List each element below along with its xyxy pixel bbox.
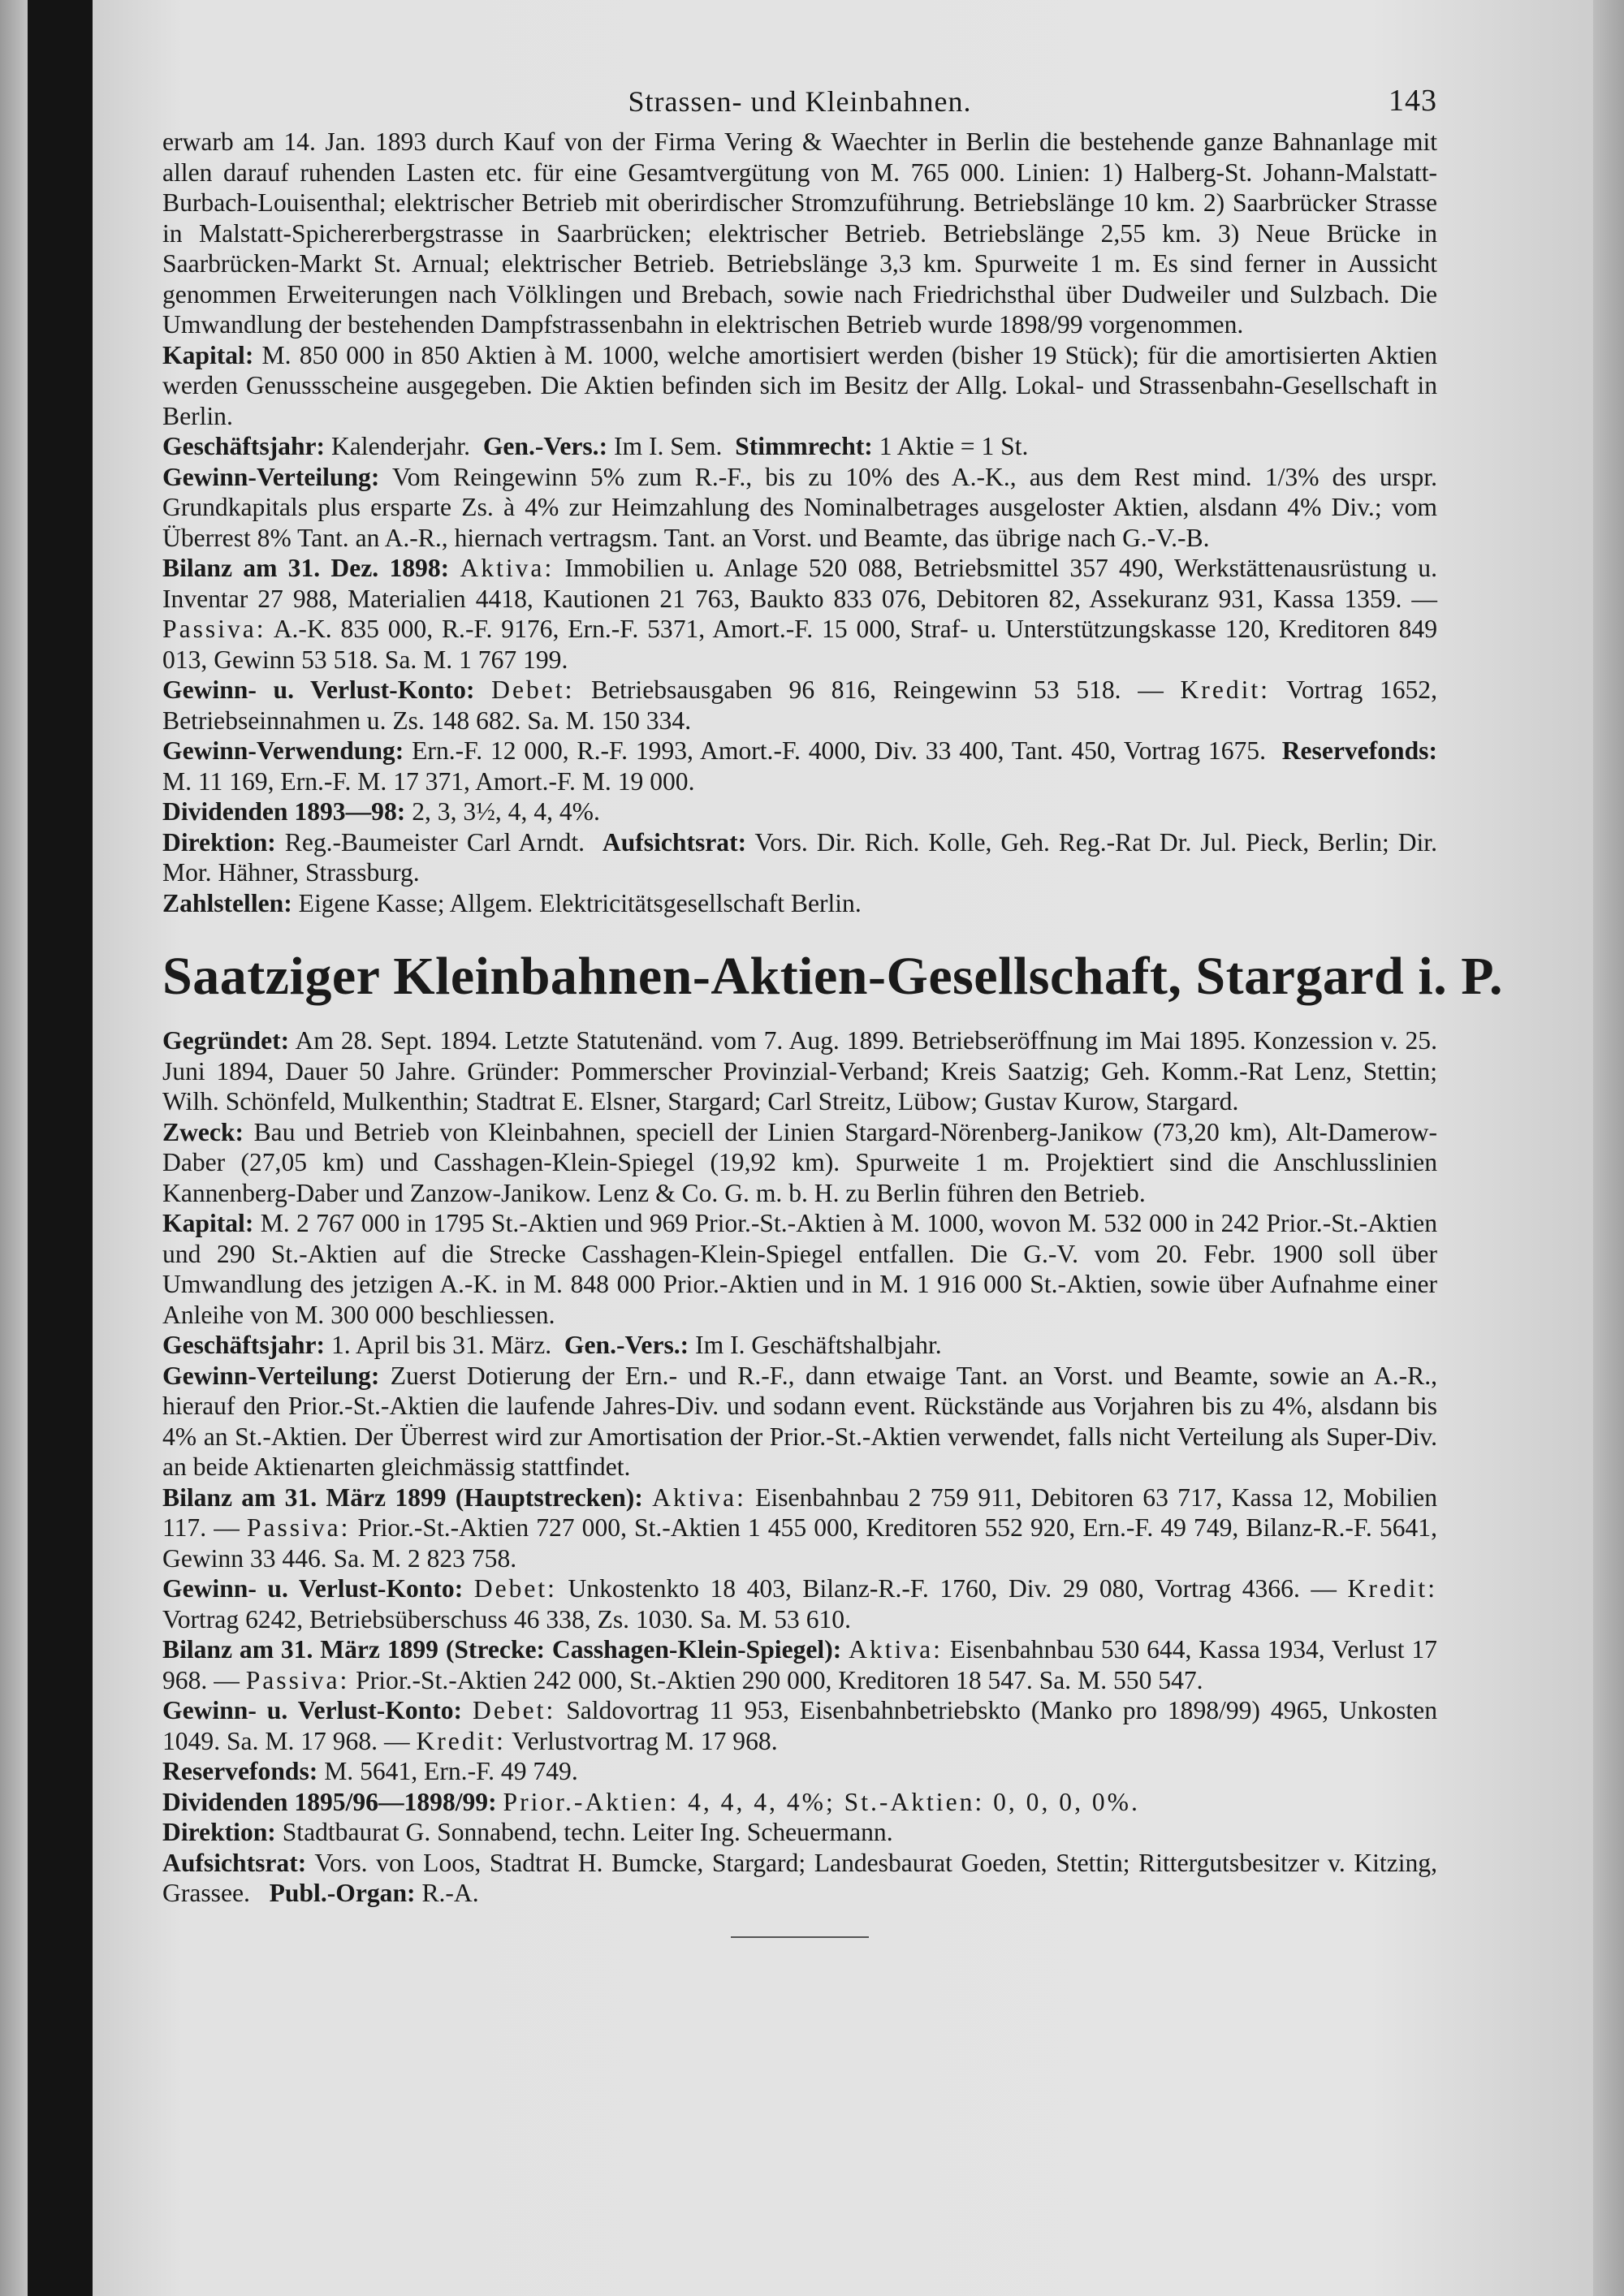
aufsichtsrat-text: Vors. von Loos, Stadtrat H. Bumcke, Stargard; Landesbaurat Goeden, Stettin; Rittergutsbesitzer v. Kitzing, Grassee. [162, 1848, 1438, 1907]
bilanz1-aktiva-text: Eisenbahnbau 2 759 911, Debitoren 63 717, Kassa 12, Mobilien 117. — [162, 1482, 1437, 1542]
entry1-geschaeftsjahr [162, 431, 1437, 462]
gen-vers-text: Im I. Geschäftshalbjahr. [695, 1331, 942, 1359]
label-guv: Gewinn- u. Verlust-Konto: [162, 675, 475, 704]
label-guv: Gewinn- u. Verlust-Konto: [162, 1696, 463, 1724]
end-rule [731, 1936, 869, 1938]
entry2-direktion [162, 1817, 1437, 1848]
label-debet: Debet: [491, 675, 575, 704]
company-title: Saatziger Kleinbahnen-Aktien-Gesellschaft, Stargard i. P. [162, 947, 1503, 1006]
entry1-gewinn-verteilung [162, 462, 1437, 554]
entry1-direktion [162, 827, 1437, 888]
entry1-guv [162, 675, 1437, 736]
label-kredit: Kredit: [416, 1726, 506, 1755]
guv-debet-text: Betriebsausgaben 96 816, Reingewinn 53 518. — [591, 675, 1164, 704]
label-debet: Debet: [473, 1696, 556, 1724]
label-aktiva: Aktiva: [652, 1482, 746, 1512]
guv2-debet-text: Saldovortrag 11 953, Eisenbahnbetriebskto (Manko pro 1898/99) 4965, Unkosten 1049. Sa. M. 17 968. — [162, 1696, 1437, 1755]
publ-organ-text: R.-A. [421, 1879, 479, 1907]
label-reservefonds: Reservefonds: [162, 1757, 318, 1785]
kapital-text: M. 850 000 in 850 Aktien à M. 1000, welche amortisiert werden (bisher 19 Stück); für die amortisierten Aktien werden Genussscheine ausgegeben. Die Aktien befinden sich im Besitz der Allg. Lokal- und Strassenbahn-Gesellschaft in Berlin. [162, 340, 1437, 430]
entry2-aufsichtsrat [162, 1848, 1437, 1909]
bilanz2-aktiva-text: Eisenbahnbau 530 644, Kassa 1934, Verlust 17 968. — [162, 1635, 1437, 1694]
guv1-kredit-text: Vortrag 6242, Betriebsüberschuss 46 338, Zs. 1030. Sa. M. 53 610. [162, 1604, 852, 1634]
guv-kredit-text: Vortrag 1652, Betriebseinnahmen u. Zs. 148 682. Sa. M. 150 334. [162, 675, 1437, 735]
running-head-title: Strassen- und Kleinbahnen. [628, 85, 972, 118]
entry2-gegruendet [162, 1025, 1437, 1117]
stimmrecht-text: 1 Aktie = 1 St. [879, 432, 1029, 460]
entry2-dividenden [162, 1787, 1437, 1818]
entry2-geschaeftsjahr [162, 1330, 1437, 1361]
label-kredit: Kredit: [1180, 675, 1270, 704]
book-spine-shadow [28, 0, 93, 2296]
label-reservefonds: Reservefonds: [1281, 736, 1437, 765]
label-passiva: Passiva: [246, 1513, 351, 1542]
gen-vers-text: Im I. Sem. [614, 432, 723, 460]
label-gewinn-verwendung: Gewinn-Verwendung: [162, 736, 404, 765]
dividenden-text: Prior.-Aktien: 4, 4, 4, 4%; St.-Aktien: 0, 0, 0, 0%. [503, 1787, 1140, 1816]
direktion-text: Reg.-Baumeister Carl Arndt. [284, 827, 585, 857]
label-aktiva: Aktiva: [460, 554, 555, 582]
bilanz-aktiva-text: Immobilien u. Anlage 520 088, Betriebsmittel 357 490, Werkstättenausrüstung u. Inventar 27 988, Materialien 4418, Kautionen 21 763, Baukto 833 076, Debitoren 82, Assekuranz 931, Kassa 1359. — [162, 554, 1437, 613]
entry2-zweck [162, 1117, 1437, 1209]
entry1-intro [162, 127, 1437, 340]
entry2-bilanz-casshagen [162, 1634, 1437, 1695]
label-kapital: Kapital: [162, 1209, 254, 1237]
binding-edge [0, 0, 31, 2296]
entry1-gewinn-verwendung [162, 736, 1437, 796]
page-edge-shadow [1593, 0, 1624, 2296]
geschaeftsjahr-text: Kalenderjahr. [330, 432, 471, 460]
label-bilanz-hauptstrecken: Bilanz am 31. März 1899 (Hauptstrecken): [162, 1482, 643, 1512]
label-gen-vers: Gen.-Vers.: [564, 1331, 689, 1359]
label-aufsichtsrat: Aufsichtsrat: [162, 1848, 307, 1877]
entry2-kapital [162, 1208, 1437, 1330]
entry2-reservefonds [162, 1756, 1437, 1787]
reservefonds-text: M. 5641, Ern.-F. 49 749. [324, 1757, 578, 1785]
guv1-debet-text: Unkostenkto 18 403, Bilanz-R.-F. 1760, Div. 29 080, Vortrag 4366. — [568, 1574, 1337, 1603]
entry2-gewinn-verteilung [162, 1361, 1437, 1482]
entry2-guv-casshagen [162, 1695, 1437, 1756]
running-head [162, 78, 1437, 127]
entry1-bilanz [162, 553, 1437, 675]
dividenden-text: 2, 3, 3½, 4, 4, 4%. [412, 797, 600, 826]
label-aufsichtsrat: Aufsichtsrat: [602, 827, 747, 857]
label-dividenden: Dividenden 1895/96—1898/99: [162, 1787, 497, 1816]
label-geschaeftsjahr: Geschäftsjahr: [162, 1331, 326, 1359]
label-dividenden: Dividenden 1893—98: [162, 797, 406, 826]
label-gegruendet: Gegründet: [162, 1026, 290, 1055]
label-direktion: Direktion: [162, 1818, 276, 1846]
entry1-zahlstellen [162, 888, 1437, 919]
label-gen-vers: Gen.-Vers.: [482, 432, 608, 460]
label-bilanz-casshagen: Bilanz am 31. März 1899 (Strecke: Casshagen-Klein-Spiegel): [162, 1635, 842, 1664]
label-zweck: Zweck: [162, 1117, 244, 1146]
bilanz1-passiva-text: Prior.-St.-Aktien 727 000, St.-Aktien 1 455 000, Kreditoren 552 920, Ern.-F. 49 749, Bilanz-R.-F. 5641, Gewinn 33 446. Sa. M. 2 823 758. [162, 1513, 1437, 1573]
label-passiva: Passiva: [162, 615, 266, 643]
label-guv: Gewinn- u. Verlust-Konto: [162, 1574, 464, 1603]
gewinn-verteilung-text: Zuerst Dotierung der Ern.- und R.-F., dann etwaige Tant. an Vorst. und Beamte, sowie an A.-R., hierauf den Prior.-St.-Aktien die laufende Jahres-Div. und sodann event. Rückstände aus Vorjahren bis zu 4%, alsdann bis 4% an St.-Aktien. Der Überrest wird zur Amortisation der Prior.-St.-Aktien verwendet, falls nicht Verteilung als Super-Div. an beide Aktienarten gleichmässig stattfindet. [162, 1361, 1437, 1481]
page-content [162, 78, 1503, 1938]
gewinn-verwendung-text: Ern.-F. 12 000, R.-F. 1993, Amort.-F. 4000, Div. 33 400, Tant. 450, Vortrag 1675. [412, 736, 1266, 765]
gegruendet-text: Am 28. Sept. 1894. Letzte Statutenänd. vom 7. Aug. 1899. Betriebseröffnung im Mai 1895. Konzession v. 25. Juni 1894, Dauer 50 Jahre. Gründer: Pommerscher Provinzial-Verband; Kreis Saatzig; Geh. Komm.-Rat Lenz, Stettin; Wilh. Schönfeld, Mulkenthin; Stadtrat E. Elsner, Stargard; Carl Streitz, Lübow; Gustav Kurow, Stargard. [162, 1026, 1437, 1116]
geschaeftsjahr-text: 1. April bis 31. März. [330, 1331, 552, 1359]
page-number: 143 [1389, 84, 1437, 118]
zweck-text: Bau und Betrieb von Kleinbahnen, speciell der Linien Stargard-Nörenberg-Janikow (73,20 km), Alt-Damerow-Daber (27,05 km) und Casshagen-Klein-Spiegel (19,92 km). Spurweite 1 m. Projektiert sind die Anschlusslinien Kannenberg-Daber und Zanzow-Janikow. Lenz & Co. G. m. b. H. zu Berlin führen den Betrieb. [162, 1117, 1437, 1207]
zahlstellen-text: Eigene Kasse; Allgem. Elektricitätsgesellschaft Berlin. [298, 888, 862, 917]
reservefonds-text: M. 11 169, Ern.-F. M. 17 371, Amort.-F. M. 19 000. [162, 766, 695, 796]
label-kapital: Kapital: [162, 340, 254, 369]
entry1-kapital [162, 340, 1437, 432]
direktion-text: Stadtbaurat G. Sonnabend, techn. Leiter Ing. Scheuermann. [282, 1818, 893, 1846]
bilanz-passiva-text: A.-K. 835 000, R.-F. 9176, Ern.-F. 5371, Amort.-F. 15 000, Straf- u. Unterstützungskasse 120, Kreditoren 849 013, Gewinn 53 518. Sa. M. 1 767 199. [162, 615, 1437, 674]
label-geschaeftsjahr: Geschäftsjahr: [162, 432, 326, 460]
label-gewinn-verteilung: Gewinn-Verteilung: [162, 462, 380, 491]
label-zahlstellen: Zahlstellen: [162, 888, 292, 917]
label-kredit: Kredit: [1347, 1574, 1437, 1603]
label-aktiva: Aktiva: [849, 1635, 943, 1664]
aufsichtsrat-text: Vors. Dir. Rich. Kolle, Geh. Reg.-Rat Dr. Jul. Pieck, Berlin; Dir. Mor. Hähner, Strassburg. [162, 827, 1437, 887]
label-bilanz: Bilanz am 31. Dez. 1898: [162, 554, 450, 582]
entry2-bilanz-hauptstrecken [162, 1482, 1437, 1574]
bilanz2-passiva-text: Prior.-St.-Aktien 242 000, St.-Aktien 290 000, Kreditoren 18 547. Sa. M. 550 547. [356, 1665, 1203, 1694]
entry1-intro-text: erwarb am 14. Jan. 1893 durch Kauf von der Firma Vering & Waechter in Berlin die bestehende ganze Bahnanlage mit allen darauf ruhenden Lasten etc. für eine Gesamtvergütung von M. 765 000. Linien: 1) Halberg-St. Johann-Malstatt-Burbach-Louisenthal; elektrischer Betrieb mit oberirdischer Stromzuführung. Betriebslänge 10 km. 2) Saarbrücker Strasse in Malstatt-Spichererbergstrasse in Saarbrücken; elektrischer Betrieb. Betriebslänge 2,55 km. 3) Neue Brücke in Saarbrücken-Markt St. Arnual; elektrischer Betrieb. Betriebslänge 3,3 km. Spurweite 1 m. Es sind ferner in Aussicht genommen Erweiterungen nach Völklingen und Brebach, sowie nach Friedrichsthal über Dudweiler und Sulzbach. Die Umwandlung der bestehenden Dampfstrassenbahn in elektrischen Betrieb wurde 1898/99 vorgenommen. [162, 127, 1437, 339]
gewinn-verteilung-text: Vom Reingewinn 5% zum R.-F., bis zu 10% des A.-K., aus dem Rest mind. 1/3% des urspr. Grundkapitals plus ersparte Zs. à 4% zur Heimzahlung des Nominalbetrages ausgeloster Aktien, alsdann 4% Div.; vom Überrest 8% Tant. an A.-R., hiernach vertragsm. Tant. an Vorst. und Beamte, das übrige nach G.-V.-B. [162, 462, 1437, 552]
label-publ-organ: Publ.-Organ: [269, 1879, 416, 1907]
entry2-guv-hauptstrecken [162, 1573, 1437, 1634]
label-direktion: Direktion: [162, 827, 276, 857]
guv2-kredit-text: Verlustvortrag M. 17 968. [512, 1726, 778, 1755]
kapital-text: M. 2 767 000 in 1795 St.-Aktien und 969 Prior.-St.-Aktien à M. 1000, wovon M. 532 000 in 242 Prior.-St.-Aktien und 290 St.-Aktien auf die Strecke Casshagen-Klein-Spiegel entfallen. Die G.-V. vom 20. Febr. 1900 soll über Umwandlung des jetzigen A.-K. in M. 848 000 Prior.-Aktien und in M. 1 916 000 St.-Aktien, sowie über Aufnahme einer Anleihe von M. 300 000 beschliessen. [162, 1209, 1437, 1329]
label-stimmrecht: Stimmrecht: [735, 432, 873, 460]
entry1-dividenden [162, 796, 1437, 827]
label-gewinn-verteilung: Gewinn-Verteilung: [162, 1361, 380, 1390]
label-debet: Debet: [473, 1574, 557, 1603]
label-passiva: Passiva: [245, 1665, 350, 1694]
